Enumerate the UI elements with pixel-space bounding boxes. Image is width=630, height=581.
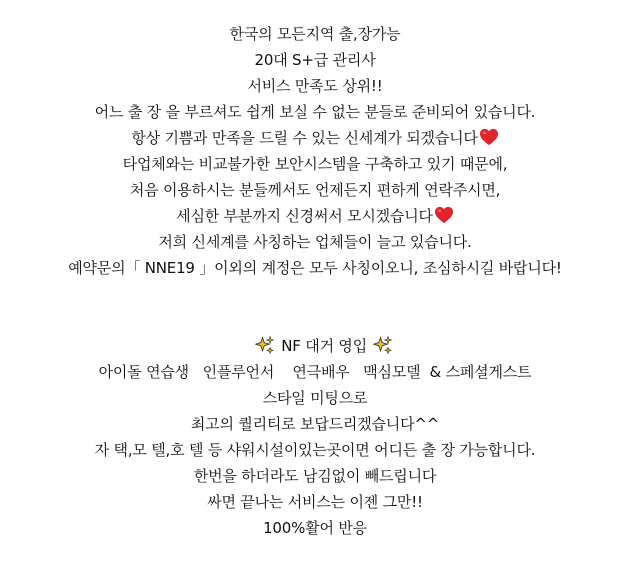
red-heart-icon [479, 128, 499, 146]
intro-line-7-text: 처음 이용하시는 분들께서도 언제든지 편하게 연락주시면, [129, 181, 501, 199]
detail-line-3-text: 최고의 퀄리티로 보답드리겠습니다^^ [190, 415, 440, 433]
section-heading [0, 307, 630, 355]
detail-line-2 [0, 385, 630, 411]
intro-line-6-text: 타업체와는 비교불가한 보안시스템을 구축하고 있기 때문에, [122, 155, 508, 173]
sparkles-icon [255, 335, 275, 355]
intro-line-4 [0, 99, 630, 125]
section-heading-text: NF 대거 영입 [281, 337, 368, 355]
detail-line-6-text: 싸면 끝나는 서비스는 이젠 그만!! [207, 493, 423, 511]
intro-line-1-text: 한국의 모든지역 출,장가능 [229, 25, 401, 43]
intro-line-10 [0, 255, 630, 281]
detail-line-4 [0, 437, 630, 463]
intro-line-7 [0, 177, 630, 203]
intro-line-5 [0, 125, 630, 151]
detail-line-1 [0, 359, 630, 385]
detail-line-3 [0, 411, 630, 437]
detail-line-5-text: 한번을 하더라도 남김없이 빼드립니다 [193, 467, 437, 485]
detail-line-4-text: 자 택,모 텔,호 텔 등 샤워시설이있는곳이면 어디든 출 장 가능합니다. [94, 441, 536, 459]
intro-line-5-text: 항상 기쁨과 만족을 드릴 수 있는 신세계가 되겠습니다 [131, 129, 478, 147]
detail-line-7-text: 100%활어 반응 [263, 519, 367, 537]
detail-line-6 [0, 489, 630, 515]
intro-line-9 [0, 229, 630, 255]
intro-line-8-text: 세심한 부분까지 신경써서 모시겠습니다 [176, 207, 433, 225]
intro-line-10-text: 예약문의「 NNE19 」이외의 계정은 모두 사칭이오니, 조심하시길 바랍니다! [68, 259, 562, 277]
detail-line-2-text: 스타일 미팅으로 [262, 389, 368, 407]
detail-line-5 [0, 463, 630, 489]
intro-line-2 [0, 47, 630, 73]
intro-line-9-text: 저희 신세계를 사칭하는 업체들이 늘고 있습니다. [158, 233, 472, 251]
intro-line-2-text: 20대 S+급 관리사 [254, 51, 376, 69]
sparkles-icon [373, 335, 393, 355]
detail-line-7 [0, 515, 630, 541]
intro-line-3 [0, 73, 630, 99]
intro-line-8 [0, 203, 630, 229]
intro-line-3-text: 서비스 만족도 상위!! [247, 77, 383, 95]
detail-line-1-text: 아이돌 연습생 인플루언서 연극배우 맥심모델 & 스페셜게스트 [98, 363, 532, 381]
red-heart-icon [434, 206, 454, 224]
intro-line-1 [0, 21, 630, 47]
intro-line-6 [0, 151, 630, 177]
spacer [0, 281, 630, 307]
intro-line-4-text: 어느 출 장 을 부르셔도 쉽게 보실 수 없는 분들로 준비되어 있습니다. [94, 103, 536, 121]
